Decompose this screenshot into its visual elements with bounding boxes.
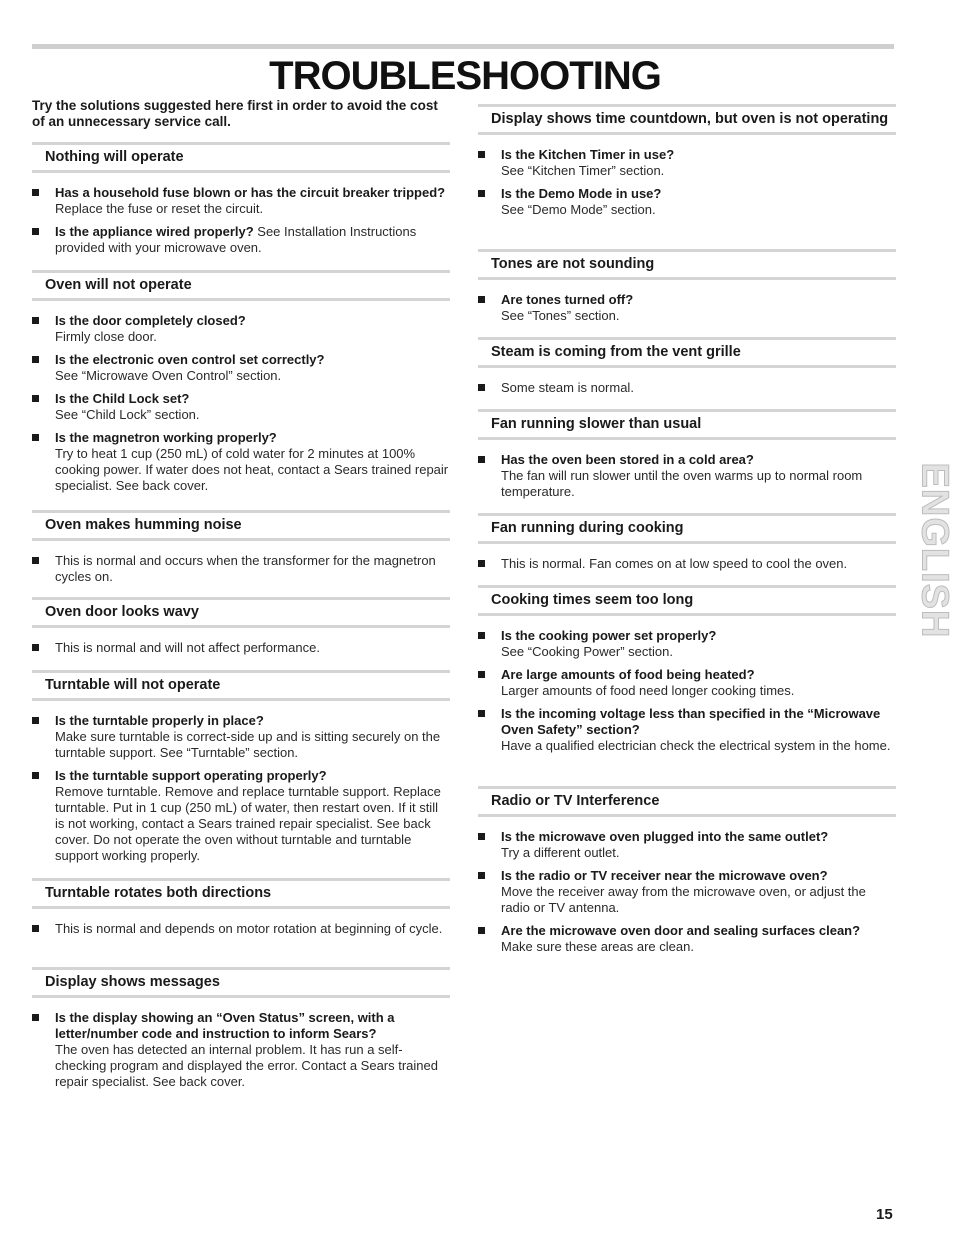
- section-heading: Oven will not operate: [32, 270, 450, 301]
- answer-text: See “Microwave Oven Control” section.: [55, 368, 282, 383]
- question-text: Are the microwave oven door and sealing surfaces clean?: [501, 923, 861, 938]
- square-bullet-icon: [32, 772, 39, 779]
- list-item: [478, 829, 896, 861]
- question-text: Are large amounts of food being heated?: [501, 667, 755, 682]
- section: [32, 142, 450, 263]
- square-bullet-icon: [32, 356, 39, 363]
- answer-text: See Installation Instructions provided with your microwave oven.: [55, 224, 417, 255]
- answer-text: Remove turntable. Remove and replace turntable support. Replace turntable. Put in 1 cup (250 mL) of water, then restart oven. If it still is not working, contact a Sears trained repair specialist. See back cover. Do not operate the oven without turntable and turntable support working properly.: [55, 784, 441, 863]
- list-item: [478, 452, 896, 500]
- answer-text: Firmly close door.: [55, 329, 157, 344]
- square-bullet-icon: [478, 384, 485, 391]
- question-text: Is the Kitchen Timer in use?: [501, 147, 675, 162]
- square-bullet-icon: [32, 925, 39, 932]
- list-item: [478, 380, 896, 396]
- question-text: Has the oven been stored in a cold area?: [501, 452, 754, 467]
- square-bullet-icon: [478, 560, 485, 567]
- answer-text: Make sure these areas are clean.: [501, 939, 694, 954]
- item-list: [478, 556, 896, 572]
- section: [478, 249, 896, 331]
- square-bullet-icon: [478, 632, 485, 639]
- section-heading: Oven door looks wavy: [32, 597, 450, 628]
- section-heading: Turntable will not operate: [32, 670, 450, 701]
- square-bullet-icon: [32, 1014, 39, 1021]
- item-list: [478, 452, 896, 500]
- section: [32, 670, 450, 871]
- list-item: [32, 921, 450, 937]
- section-heading: Nothing will operate: [32, 142, 450, 173]
- section: [478, 513, 896, 579]
- square-bullet-icon: [32, 557, 39, 564]
- answer-text: This is normal and depends on motor rotation at beginning of cycle.: [55, 921, 443, 936]
- answer-text: Move the receiver away from the microwave oven, or adjust the radio or TV antenna.: [501, 884, 866, 915]
- square-bullet-icon: [32, 189, 39, 196]
- section: [32, 967, 450, 1097]
- item-list: [478, 628, 896, 754]
- list-item: [478, 292, 896, 324]
- section-heading: Display shows time countdown, but oven is not operating: [478, 104, 896, 135]
- section-heading: Oven makes humming noise: [32, 510, 450, 541]
- square-bullet-icon: [478, 151, 485, 158]
- section-heading: Fan running during cooking: [478, 513, 896, 544]
- list-item: [478, 556, 896, 572]
- language-tab-label: ENGLISH: [913, 462, 956, 638]
- list-item: [478, 667, 896, 699]
- section: [478, 786, 896, 962]
- section-heading: Tones are not sounding: [478, 249, 896, 280]
- list-item: [478, 186, 896, 218]
- list-item: [32, 352, 450, 384]
- answer-text: See “Child Lock” section.: [55, 407, 200, 422]
- section: [32, 878, 450, 944]
- answer-text: This is normal and will not affect performance.: [55, 640, 320, 655]
- item-list: [478, 292, 896, 324]
- square-bullet-icon: [32, 395, 39, 402]
- question-text: Is the microwave oven plugged into the same outlet?: [501, 829, 829, 844]
- top-rule: [32, 44, 894, 49]
- list-item: [32, 313, 450, 345]
- square-bullet-icon: [32, 717, 39, 724]
- section-heading: Display shows messages: [32, 967, 450, 998]
- section: [478, 585, 896, 761]
- answer-text: Try a different outlet.: [501, 845, 620, 860]
- question-text: Is the Child Lock set?: [55, 391, 190, 406]
- question-text: Is the incoming voltage less than specified in the “Microwave Oven Safety” section?: [501, 706, 881, 737]
- question-text: Is the cooking power set properly?: [501, 628, 717, 643]
- answer-text: The oven has detected an internal problem. It has run a self-checking program and displayed the error. Contact a Sears trained repair specialist. See back cover.: [55, 1042, 438, 1089]
- list-item: [32, 553, 450, 585]
- list-item: [478, 868, 896, 916]
- list-item: [32, 430, 450, 494]
- section: [478, 104, 896, 225]
- answer-text: This is normal. Fan comes on at low speed to cool the oven.: [501, 556, 848, 571]
- list-item: [32, 391, 450, 423]
- list-item: [478, 923, 896, 955]
- square-bullet-icon: [478, 671, 485, 678]
- question-text: Is the display showing an “Oven Status” screen, with a letter/number code and instruction to inform Sears?: [55, 1010, 395, 1041]
- square-bullet-icon: [478, 927, 485, 934]
- item-list: [478, 829, 896, 955]
- answer-text: See “Tones” section.: [501, 308, 620, 323]
- page-number: 15: [876, 1206, 893, 1223]
- list-item: [478, 147, 896, 179]
- question-text: Is the radio or TV receiver near the microwave oven?: [501, 868, 828, 883]
- question-text: Is the door completely closed?: [55, 313, 246, 328]
- question-text: Is the magnetron working properly?: [55, 430, 277, 445]
- item-list: [32, 1010, 450, 1090]
- item-list: [32, 553, 450, 585]
- answer-text: The fan will run slower until the oven warms up to normal room temperature.: [501, 468, 863, 499]
- question-text: Are tones turned off?: [501, 292, 634, 307]
- item-list: [478, 380, 896, 396]
- list-item: [478, 706, 896, 754]
- item-list: [32, 713, 450, 864]
- list-item: [32, 640, 450, 656]
- section: [478, 409, 896, 507]
- list-item: [32, 768, 450, 864]
- item-list: [32, 185, 450, 256]
- square-bullet-icon: [478, 456, 485, 463]
- page-title: TROUBLESHOOTING: [269, 54, 661, 98]
- answer-text: Some steam is normal.: [501, 380, 634, 395]
- answer-text: See “Demo Mode” section.: [501, 202, 656, 217]
- list-item: [32, 1010, 450, 1090]
- question-text: Is the turntable support operating properly?: [55, 768, 327, 783]
- section-heading: Radio or TV Interference: [478, 786, 896, 817]
- answer-text: Try to heat 1 cup (250 mL) of cold water for 2 minutes at 100% cooking power. If water does not heat, contact a Sears trained repair specialist. See back cover.: [55, 446, 449, 493]
- answer-text: Larger amounts of food need longer cooking times.: [501, 683, 795, 698]
- section-heading: Cooking times seem too long: [478, 585, 896, 616]
- square-bullet-icon: [32, 644, 39, 651]
- section: [32, 510, 450, 592]
- answer-text: Replace the fuse or reset the circuit.: [55, 201, 264, 216]
- list-item: [32, 713, 450, 761]
- answer-text: See “Cooking Power” section.: [501, 644, 673, 659]
- square-bullet-icon: [32, 434, 39, 441]
- language-tab: [913, 452, 956, 648]
- section-heading: Steam is coming from the vent grille: [478, 337, 896, 368]
- answer-text: Have a qualified electrician check the electrical system in the home.: [501, 738, 891, 753]
- list-item: [32, 224, 450, 256]
- square-bullet-icon: [478, 710, 485, 717]
- section: [32, 270, 450, 501]
- section-heading: Fan running slower than usual: [478, 409, 896, 440]
- square-bullet-icon: [478, 190, 485, 197]
- item-list: [478, 147, 896, 218]
- question-text: Is the Demo Mode in use?: [501, 186, 662, 201]
- item-list: [32, 921, 450, 937]
- item-list: [32, 640, 450, 656]
- list-item: [32, 185, 450, 217]
- square-bullet-icon: [32, 317, 39, 324]
- list-item: [478, 628, 896, 660]
- answer-text: This is normal and occurs when the transformer for the magnetron cycles on.: [55, 553, 436, 584]
- square-bullet-icon: [478, 833, 485, 840]
- item-list: [32, 313, 450, 494]
- question-text: Is the electronic oven control set correctly?: [55, 352, 325, 367]
- question-text: Is the turntable properly in place?: [55, 713, 264, 728]
- answer-text: Make sure turntable is correct-side up and is sitting securely on the turntable support. See “Turntable” section.: [55, 729, 441, 760]
- square-bullet-icon: [478, 296, 485, 303]
- answer-text: See “Kitchen Timer” section.: [501, 163, 665, 178]
- square-bullet-icon: [478, 872, 485, 879]
- question-text: Has a household fuse blown or has the circuit breaker tripped?: [55, 185, 446, 200]
- question-text: Is the appliance wired properly?: [55, 224, 254, 239]
- square-bullet-icon: [32, 228, 39, 235]
- section-heading: Turntable rotates both directions: [32, 878, 450, 909]
- section: [478, 337, 896, 403]
- intro-text: Try the solutions suggested here first in order to avoid the cost of an unnecessary service call.: [32, 98, 438, 129]
- section: [32, 597, 450, 663]
